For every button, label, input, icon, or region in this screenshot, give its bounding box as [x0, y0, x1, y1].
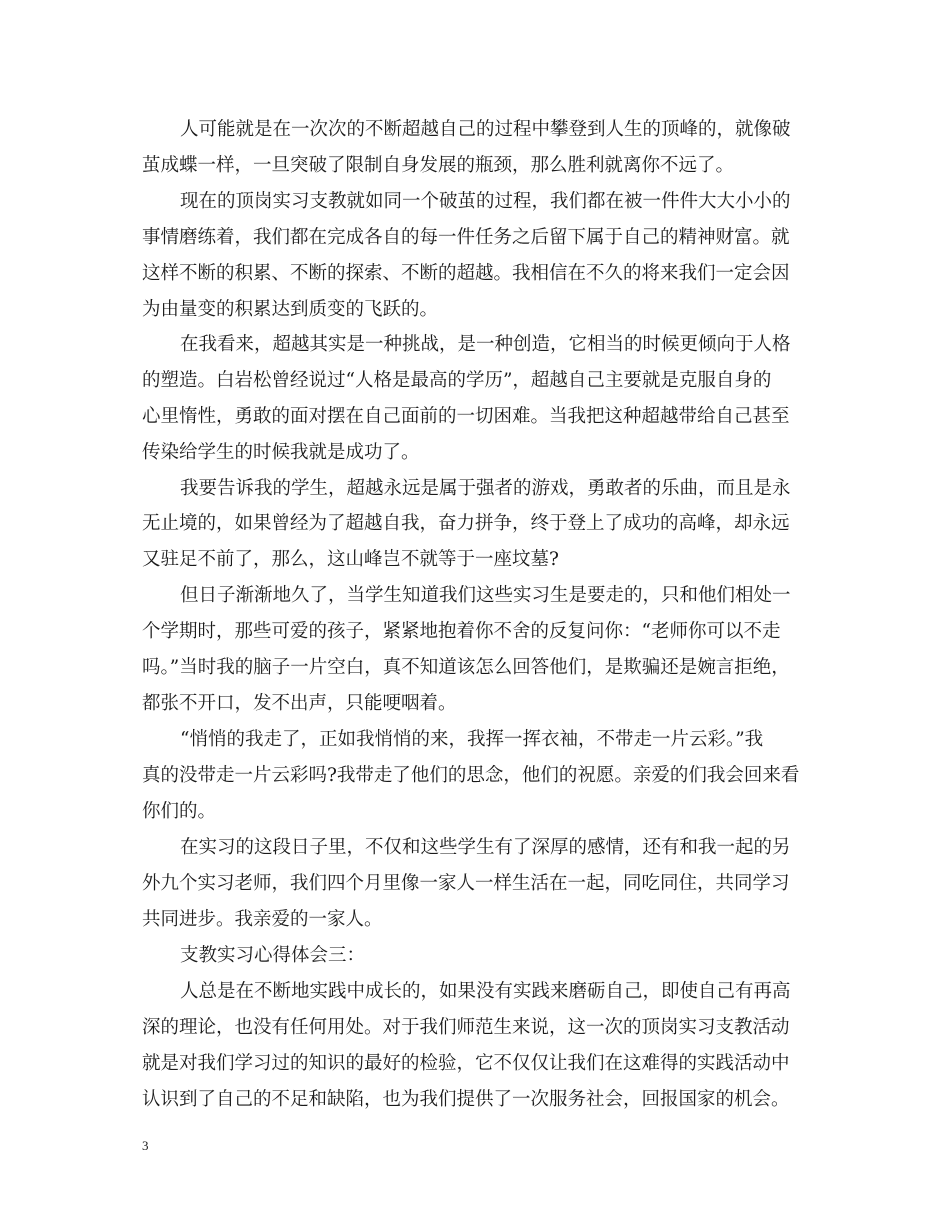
text-line: 但日子渐渐地久了，当学生知道我们这些实习生是要走的，只和他们相处一: [180, 585, 791, 606]
text-line: 这样不断的积累、不断的探索、不断的超越。我相信在不久的将来我们一定会因: [142, 263, 790, 284]
text-line: 又驻足不前了，那么，这山峰岂不就等于一座坟墓?: [142, 549, 559, 570]
text-line: 无止境的，如果曾经为了超越自我，奋力拼争，终于登上了成功的高峰，却永远: [142, 513, 790, 534]
text-line: 在我看来，超越其实是一种挑战，是一种创造，它相当的时候更倾向于人格: [180, 334, 791, 355]
text-line: 在实习的这段日子里，不仅和这些学生有了深厚的感情，还有和我一起的另: [180, 837, 791, 858]
text-line: 事情磨练着，我们都在完成各自的每一件任务之后留下属于自己的精神财富。就: [142, 227, 790, 248]
text-line: 茧成蝶一样，一旦突破了限制自身发展的瓶颈，那么胜利就离你不远了。: [142, 155, 735, 176]
section-heading: 支教实习心得体会三：: [180, 945, 366, 966]
text-line: 深的理论，也没有任何用处。对于我们师范生来说，这一次的顶岗实习支教活动: [142, 1017, 790, 1038]
text-line: 心里惰性，勇敢的面对摆在自己面前的一切困难。当我把这种超越带给自己甚至: [142, 406, 790, 427]
page-number: 3: [142, 1138, 149, 1153]
text-line: 人总是在不断地实践中成长的，如果没有实践来磨砺自己，即使自己有再高: [180, 981, 791, 1002]
text-line: 现在的顶岗实习支教就如同一个破茧的过程，我们都在被一件件大大小小的: [180, 191, 791, 212]
text-line: 的塑造。白岩松曾经说过“人格是最高的学历”，超越自己主要就是克服自身的: [142, 370, 772, 391]
text-line: 为由量变的积累达到质变的飞跃的。: [142, 299, 439, 320]
text-line: 传染给学生的时候我就是成功了。: [142, 442, 420, 463]
text-line: 真的没带走一片云彩吗?我带走了他们的思念，他们的祝愿。亲爱的们我会回来看: [142, 765, 800, 786]
text-line: 个学期时，那些可爱的孩子，紧紧地抱着你不舍的反复问你：“老师你可以不走: [142, 621, 781, 642]
text-line: 就是对我们学习过的知识的最好的检验，它不仅仅让我们在这难得的实践活动中: [142, 1053, 790, 1074]
text-line: 人可能就是在一次次的不断超越自己的过程中攀登到人生的顶峰的，就像破: [180, 119, 791, 140]
text-line: 认识到了自己的不足和缺陷，也为我们提供了一次服务社会，回报国家的机会。: [142, 1089, 790, 1110]
text-line: 外九个实习老师，我们四个月里像一家人一样生活在一起，同吃同住，共同学习: [142, 873, 790, 894]
text-line: 共同进步。我亲爱的一家人。: [142, 909, 383, 930]
text-line: “悄悄的我走了，正如我悄悄的来，我挥一挥衣袖，不带走一片云彩。”我: [180, 729, 764, 750]
text-line: 都张不开口，发不出声，只能哽咽着。: [142, 693, 457, 714]
text-line: 你们的。: [142, 801, 217, 822]
text-line: 吗。”当时我的脑子一片空白，真不知道该怎么回答他们，是欺骗还是婉言拒绝，: [142, 657, 790, 678]
text-line: 我要告诉我的学生，超越永远是属于强者的游戏，勇敢者的乐曲，而且是永: [180, 478, 791, 499]
